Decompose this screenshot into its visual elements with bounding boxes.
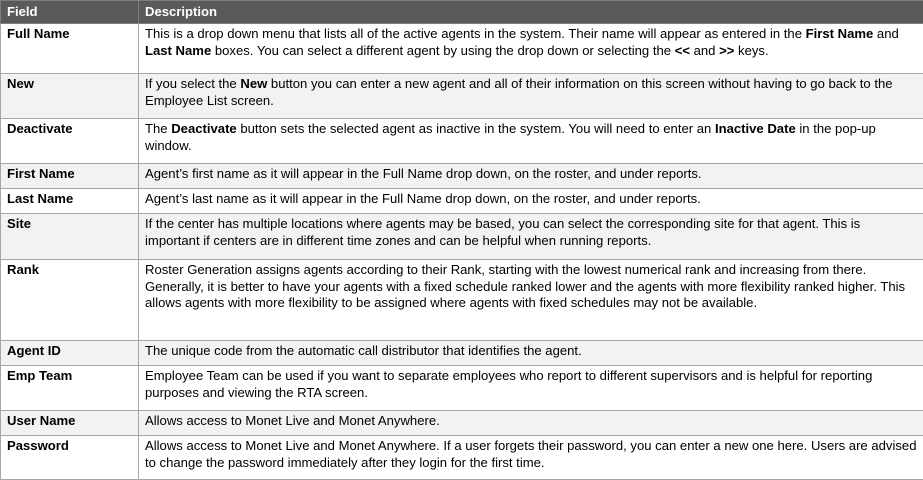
table-row (1, 189, 923, 214)
description-text: keys. (734, 43, 768, 58)
description-text: Allows access to Monet Live and Monet Anywhere. (145, 413, 440, 428)
description-text: Employee Team can be used if you want to separate employees who report to different supervisors and is helpful for reporting purposes and viewing the RTA screen. (145, 368, 872, 400)
table-row (1, 214, 923, 260)
field-cell: User Name (1, 411, 139, 436)
description-cell (139, 214, 923, 260)
table-row (1, 74, 923, 119)
description-cell (139, 366, 923, 411)
emphasis-text: Last Name (145, 43, 211, 58)
emphasis-text: New (240, 76, 267, 91)
table-row (1, 366, 923, 411)
emphasis-text: First Name (806, 26, 874, 41)
description-text: Agent’s last name as it will appear in the Full Name drop down, on the roster, and under reports. (145, 191, 701, 206)
description-text: button sets the selected agent as inactive in the system. You will need to enter an (237, 121, 715, 136)
field-cell: Last Name (1, 189, 139, 214)
description-text: in the pop-up window. (145, 121, 876, 153)
field-cell: Password (1, 436, 139, 480)
emphasis-text: >> (719, 43, 734, 58)
field-cell: Full Name (1, 24, 139, 74)
field-cell: Deactivate (1, 119, 139, 164)
header-description: Description (139, 1, 923, 24)
description-text: and (873, 26, 898, 41)
description-text: This is a drop down menu that lists all of the active agents in the system. Their name will appear as entered in the (145, 26, 806, 41)
field-cell: First Name (1, 164, 139, 189)
emphasis-text: Inactive Date (715, 121, 796, 136)
table-header-row (1, 1, 923, 24)
field-cell: Agent ID (1, 341, 139, 366)
description-cell (139, 411, 923, 436)
table-row (1, 260, 923, 341)
field-cell: Rank (1, 260, 139, 341)
description-text: If you select the (145, 76, 240, 91)
table-row (1, 119, 923, 164)
description-text: The (145, 121, 171, 136)
description-text: Agent’s first name as it will appear in the Full Name drop down, on the roster, and under reports. (145, 166, 702, 181)
table-row (1, 341, 923, 366)
field-cell: New (1, 74, 139, 119)
description-text: boxes. You can select a different agent by using the drop down or selecting the (211, 43, 674, 58)
description-text: Allows access to Monet Live and Monet Anywhere. If a user forgets their password, you can enter a new one here. Users are advised to change the password immediately after they login for the first time. (145, 438, 916, 470)
table-row (1, 436, 923, 480)
header-field: Field (1, 1, 139, 24)
table-row (1, 24, 923, 74)
description-cell (139, 189, 923, 214)
emphasis-text: << (675, 43, 690, 58)
description-text: Roster Generation assigns agents according to their Rank, starting with the lowest numerical rank and increasing from there. Generally, it is better to have your agents with a fixed schedule ranked lower and the agents with more flexibility ranked higher. This allows agents with more flexibility to be assigned where agents with fixed schedules may not be available. (145, 262, 905, 310)
description-cell (139, 260, 923, 341)
table-row (1, 411, 923, 436)
description-text: The unique code from the automatic call distributor that identifies the agent. (145, 343, 582, 358)
description-text: and (690, 43, 719, 58)
description-text: If the center has multiple locations where agents may be based, you can select the corresponding site for that agent. This is important if centers are in different time zones and can be helpful when running reports. (145, 216, 860, 248)
description-cell (139, 436, 923, 480)
field-cell: Emp Team (1, 366, 139, 411)
description-text: button you can enter a new agent and all of their information on this screen without having to go back to the Employee List screen. (145, 76, 893, 108)
emphasis-text: Deactivate (171, 121, 237, 136)
description-cell (139, 74, 923, 119)
table-row (1, 164, 923, 189)
description-cell (139, 164, 923, 189)
description-cell (139, 24, 923, 74)
field-cell: Site (1, 214, 139, 260)
description-cell (139, 341, 923, 366)
description-cell (139, 119, 923, 164)
